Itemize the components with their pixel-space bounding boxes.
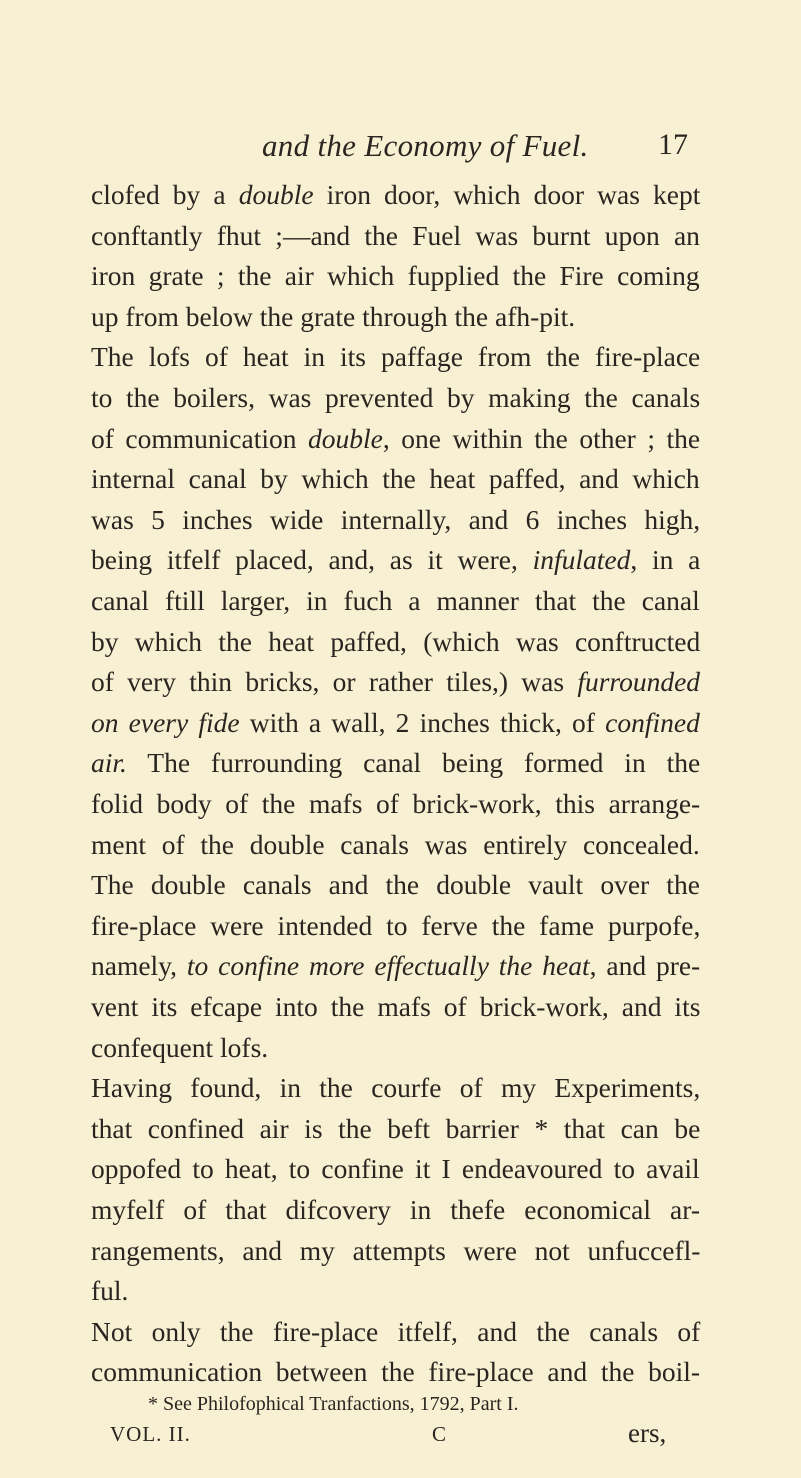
text-line — [91, 175, 700, 215]
text-line — [91, 1312, 700, 1352]
text-segment: with a wall, 2 inches thick, of — [239, 706, 606, 738]
text-line — [91, 540, 700, 580]
text-segment: internal canal by which the heat paffed, and which — [91, 463, 700, 495]
text-segment: of very thin bricks, or rather tiles,) was — [91, 666, 578, 698]
italic-segment: on every fide — [91, 706, 240, 738]
text-line — [91, 581, 700, 621]
text-segment: Not only the fire-place itfelf, and the canals of — [91, 1315, 701, 1347]
text-line — [91, 662, 700, 702]
text-line — [91, 337, 700, 377]
text-line — [91, 865, 700, 905]
text-line — [91, 256, 700, 296]
text-segment: of communication — [91, 422, 308, 454]
text-segment: communication between the fire-place and the boil- — [91, 1356, 701, 1388]
text-line — [91, 1109, 700, 1149]
text-segment: to the boilers, was prevented by making the canals — [91, 382, 701, 413]
text-segment: ful. — [91, 1275, 129, 1307]
text-segment: The furrounding canal being formed in the — [126, 747, 701, 779]
text-segment: , and pre- — [589, 950, 701, 982]
text-line — [91, 906, 700, 946]
text-segment: being itfelf placed, and, as it were, — [91, 544, 533, 576]
text-segment: by which the heat paffed, (which was conftructed — [91, 625, 701, 657]
text-segment: , in a — [630, 544, 701, 576]
text-line — [91, 1149, 700, 1189]
text-segment: conftantly fhut ;—and the Fuel was burnt upon an — [91, 219, 700, 251]
text-segment: rangements, and my attempts were not unfuccefl- — [91, 1234, 701, 1266]
italic-segment: double — [238, 179, 314, 210]
text-segment: that confined air is the beft barrier * that can be — [91, 1112, 701, 1144]
text-line — [91, 946, 700, 986]
catchword: ers, — [628, 1418, 667, 1448]
volume-mark: VOL. II. — [110, 1422, 191, 1446]
italic-segment: to confine more effectually the heat — [186, 950, 590, 982]
text-line — [91, 825, 700, 865]
text-line — [91, 743, 700, 783]
text-line — [91, 1271, 128, 1311]
text-segment: oppofed to heat, to confine it I endeavoured to avail — [91, 1153, 700, 1185]
text-line — [91, 784, 700, 824]
italic-segment: furrounded — [577, 666, 701, 698]
page-number: 17 — [658, 128, 688, 161]
text-segment: canal ftill larger, in fuch a manner that the canal — [91, 585, 700, 616]
text-segment: The double canals and the double vault over the — [91, 869, 700, 901]
text-segment: ment of the double canals was entirely concealed. — [91, 828, 700, 860]
page-header — [0, 128, 801, 168]
italic-segment: double — [308, 422, 383, 454]
italic-segment: confined — [605, 706, 700, 738]
signature-mark: C — [432, 1422, 447, 1446]
text-segment: vent its efcape into the mafs of brick-work, and its — [91, 991, 701, 1022]
text-line — [91, 378, 700, 418]
text-segment: , one within the other ; the — [382, 422, 701, 454]
signature-row — [0, 1418, 801, 1454]
text-line — [91, 703, 700, 743]
text-line — [91, 1231, 700, 1271]
italic-segment: infulated — [532, 544, 631, 576]
text-segment: up from below the grate through the afh-pit. — [91, 300, 576, 332]
italic-segment: air. — [91, 747, 127, 779]
text-segment: namely, — [91, 950, 187, 982]
text-segment: fire-place were intended to ferve the fame purpofe, — [91, 909, 701, 941]
text-segment: myfelf of that difcovery in thefe economical ar- — [91, 1194, 700, 1225]
running-title: and the Economy of Fuel. — [262, 128, 589, 163]
text-line — [91, 1068, 700, 1108]
text-segment: clofed by a — [91, 179, 239, 210]
text-line — [91, 500, 700, 540]
text-segment: iron door, which door was kept — [313, 179, 701, 210]
text-line — [91, 419, 700, 459]
text-line — [91, 216, 700, 256]
text-segment: was 5 inches wide internally, and 6 inches high, — [91, 503, 701, 535]
text-segment: The lofs of heat in its paffage from the fire-place — [91, 341, 701, 373]
text-segment: confequent lofs. — [91, 1031, 269, 1063]
text-line — [91, 1352, 700, 1392]
text-segment: Having found, in the courfe of my Experiments, — [91, 1072, 701, 1104]
text-line — [91, 987, 700, 1027]
text-segment: folid body of the mafs of brick-work, this arrange- — [91, 788, 701, 819]
text-line — [91, 622, 700, 662]
text-line — [91, 1028, 268, 1068]
text-segment: iron grate ; the air which fupplied the Fire coming — [91, 260, 700, 292]
text-line — [91, 1190, 700, 1230]
text-line — [91, 459, 700, 499]
footnote: * See Philofophical Tranfactions, 1792, Part I. — [148, 1393, 519, 1415]
text-line — [91, 297, 575, 337]
